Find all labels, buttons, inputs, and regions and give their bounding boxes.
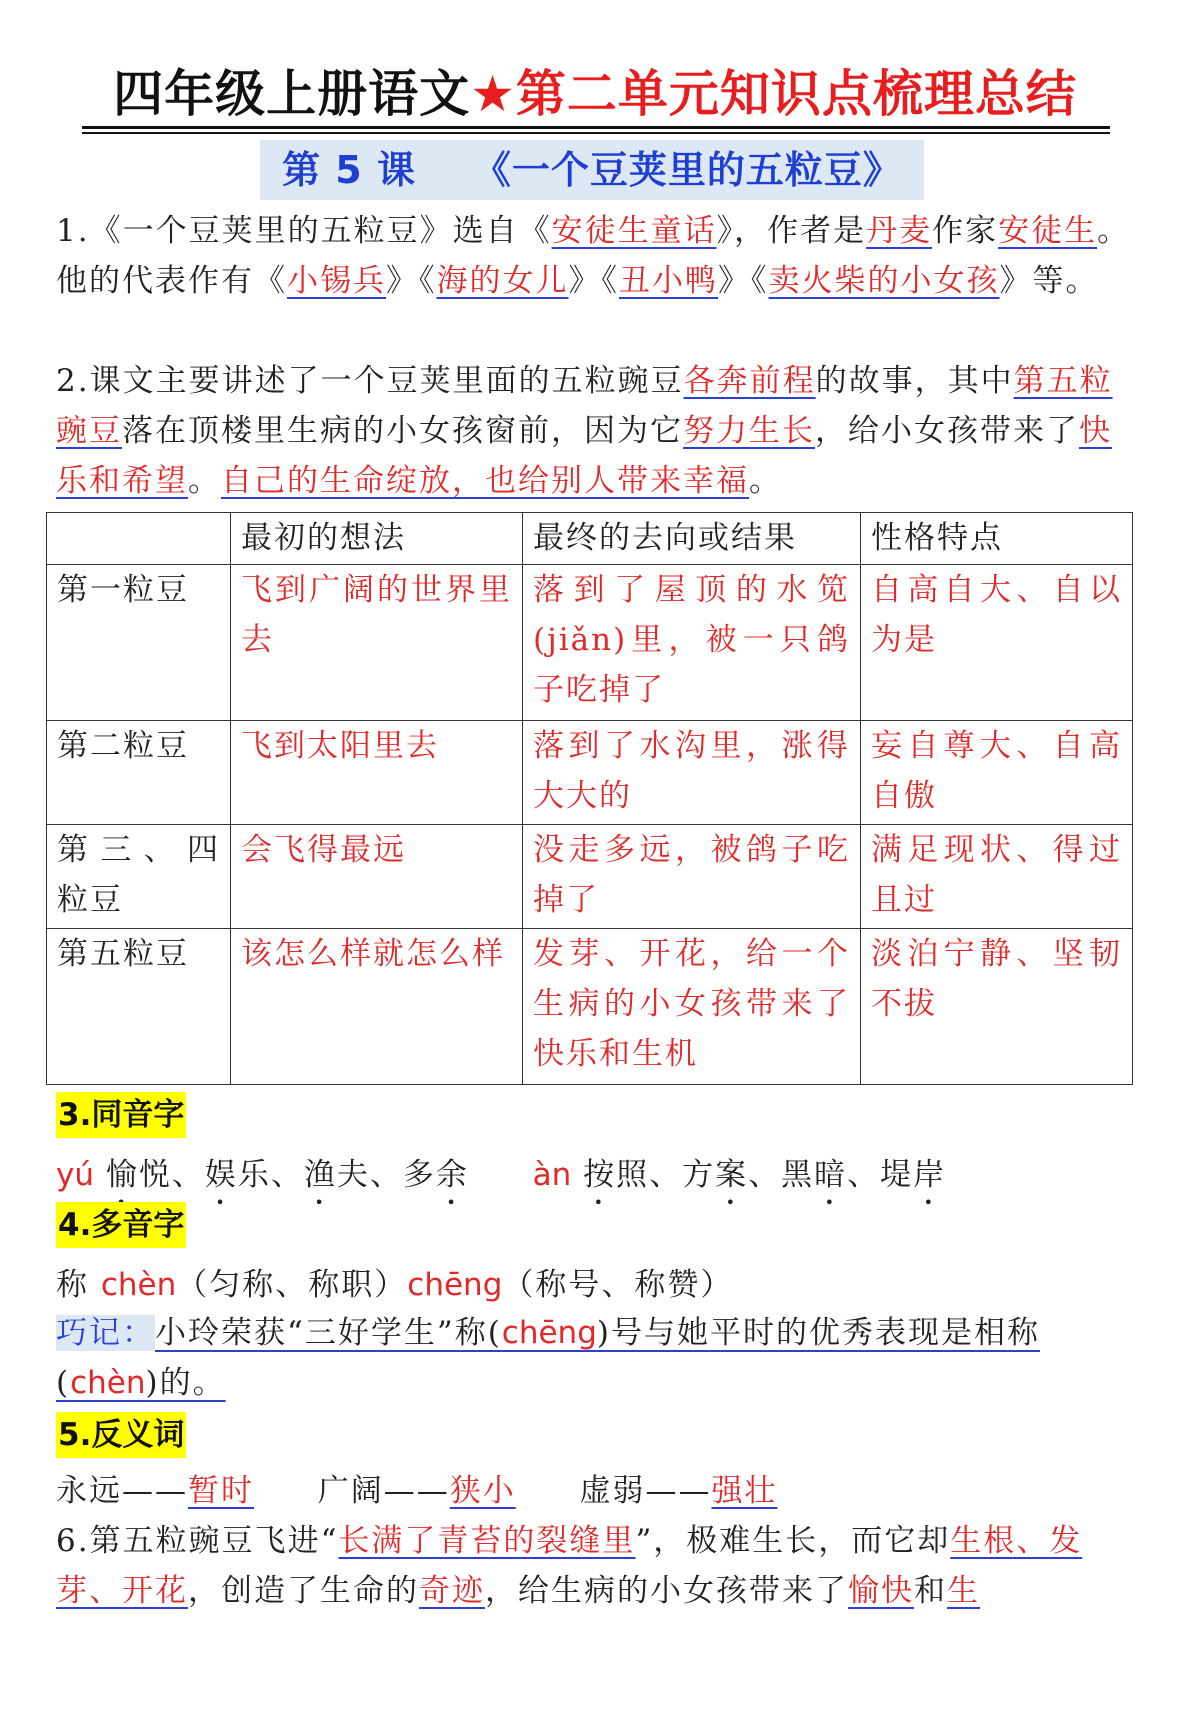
keyword: 努力生长	[683, 413, 815, 449]
table-row	[47, 721, 1133, 825]
text: 落在顶楼里生病的小女孩窗前，因为它	[122, 413, 683, 449]
bean-trait: 淡泊宁静、坚韧不拔	[861, 929, 1133, 1085]
word: 广阔	[317, 1473, 384, 1509]
paragraph-6	[56, 1516, 1134, 1616]
homophone-word	[781, 1157, 880, 1193]
text: 1.《一个豆荚里的五粒豆》选自《	[56, 213, 552, 249]
homophone-word	[106, 1157, 205, 1193]
text: 》等。	[999, 263, 1099, 299]
polyphone-char: 称	[56, 1267, 89, 1303]
pinyin: chēng	[501, 1315, 597, 1351]
antonym: 暂时	[188, 1473, 254, 1509]
table-header-cell: 性格特点	[861, 513, 1133, 565]
text: 小玲荣获“三好学生”称(	[155, 1315, 502, 1351]
memory-tip	[56, 1308, 1134, 1408]
homophones-line	[56, 1150, 1134, 1212]
text: 》《	[386, 263, 437, 299]
title-underline	[82, 126, 1110, 129]
emphasis-char: 岸	[913, 1157, 947, 1193]
bean-label: 第二粒豆	[47, 721, 231, 825]
page-title	[0, 62, 1190, 126]
keyword: 快乐和希望	[56, 413, 1112, 499]
section-heading-antonyms: 5.反义词	[56, 1412, 186, 1458]
bean-label: 第三、四粒豆	[47, 825, 231, 929]
emphasis-char: 愉	[105, 1157, 139, 1193]
table-row	[47, 929, 1133, 1085]
word: 虚弱	[579, 1473, 646, 1509]
text: ，给小女孩带来了	[815, 413, 1079, 449]
keyword: 自己的生命绽放，也给别人带来幸福	[221, 463, 749, 499]
keyword: 丑小鸭	[619, 263, 718, 299]
section-heading-homophones: 3.同音字	[56, 1092, 186, 1138]
bean-result: 落到了水沟里，涨得大大的	[523, 721, 861, 825]
antonym: 强壮	[711, 1473, 778, 1509]
homophone-words	[583, 1157, 946, 1193]
bean-label: 第一粒豆	[47, 565, 231, 721]
bean-result: 落到了屋顶的水笕(jiǎn)里，被一只鸽子吃掉了	[523, 565, 861, 721]
star-icon: ★	[470, 65, 516, 123]
pinyin: chèn	[70, 1365, 146, 1401]
antonym-pair	[579, 1473, 777, 1509]
text: 。	[749, 463, 782, 499]
emphasis-char: 渔	[303, 1157, 337, 1193]
homophone-word	[304, 1157, 403, 1193]
text: 2.课文主要讲述了一个豆荚里面的五粒豌豆	[56, 363, 684, 399]
bean-initial-idea: 飞到太阳里去	[231, 721, 523, 825]
text: 堤	[880, 1157, 914, 1193]
text: 、	[847, 1157, 881, 1193]
antonym: 狭小	[449, 1473, 516, 1509]
text: 黑	[781, 1157, 815, 1193]
text: 乐、	[237, 1157, 304, 1193]
antonyms-line	[56, 1466, 1134, 1516]
table-row	[47, 825, 1133, 929]
section-heading-polyphones: 4.多音字	[56, 1202, 186, 1248]
keyword: 第五粒豌豆	[56, 363, 1113, 449]
text: 。他的代表作有《	[56, 213, 1131, 299]
pinyin: chēng	[407, 1267, 503, 1303]
text: 6.第五粒豌豆飞进“	[56, 1523, 339, 1559]
text: ，创造了生命的	[188, 1573, 419, 1609]
word: 永远	[56, 1473, 122, 1509]
keyword: 丹麦	[866, 213, 933, 249]
emphasis-char: 余	[435, 1157, 469, 1193]
pinyin: àn	[532, 1157, 572, 1193]
text: 的故事，其中	[815, 363, 1014, 399]
lesson-name: 《一个豆荚里的五粒豆》	[472, 148, 902, 192]
title-grade: 四年级上册语文	[113, 65, 471, 123]
bean-trait: 满足现状、得过且过	[861, 825, 1133, 929]
text: 和	[914, 1573, 947, 1609]
keyword: 奇迹	[419, 1573, 485, 1609]
keyword: 安徒生童话	[551, 213, 717, 249]
polyphone-words: （称号、称赞）	[502, 1267, 734, 1303]
tip-label: 巧记：	[56, 1315, 155, 1351]
emphasis-char: 娱	[204, 1157, 238, 1193]
homophone-word	[880, 1157, 946, 1193]
text: 。	[188, 463, 221, 499]
text: ”，极难生长，而它却	[635, 1523, 951, 1559]
paragraph-2	[56, 356, 1134, 506]
keyword: 卖火柴的小女孩	[768, 263, 1000, 299]
paragraph-1	[56, 206, 1134, 306]
antonym-pair	[318, 1473, 516, 1509]
text: 照、	[616, 1157, 683, 1193]
polyphone-line	[56, 1260, 1134, 1310]
lesson-number: 第 5 课	[282, 148, 416, 192]
table-row	[47, 565, 1133, 721]
bean-initial-idea: 飞到广阔的世界里去	[231, 565, 523, 721]
pinyin: chèn	[100, 1267, 177, 1303]
text: 》，作者是	[716, 213, 867, 249]
bean-label: 第五粒豆	[47, 929, 231, 1085]
homophone-word	[205, 1157, 304, 1193]
lesson-heading	[260, 140, 924, 200]
text: 》《	[568, 263, 619, 299]
text: 夫、	[336, 1157, 403, 1193]
keyword: 小锡兵	[287, 263, 386, 299]
emphasis-char: 暗	[814, 1157, 848, 1193]
homophone-word	[682, 1157, 781, 1193]
text: )的。	[145, 1365, 226, 1401]
keyword: 生	[947, 1573, 980, 1609]
bean-trait: 妄自尊大、自高自傲	[861, 721, 1133, 825]
text: 、	[748, 1157, 782, 1193]
keyword: 生根、发芽、开花	[56, 1523, 1083, 1609]
homophone-words	[106, 1157, 481, 1193]
polyphone-words: （匀称、称职）	[176, 1267, 408, 1303]
text: 作家	[932, 213, 999, 249]
keyword: 各奔前程	[683, 363, 816, 399]
keyword: 愉快	[848, 1573, 914, 1609]
table-header-cell	[47, 513, 231, 565]
bean-initial-idea: 该怎么样就怎么样	[231, 929, 523, 1085]
keyword: 安徒生	[998, 213, 1098, 249]
emphasis-char: 按	[583, 1157, 617, 1193]
bean-trait: 自高自大、自以为是	[861, 565, 1133, 721]
bean-result: 没走多远，被鸽子吃掉了	[523, 825, 861, 929]
bean-result: 发芽、开花，给一个生病的小女孩带来了快乐和生机	[523, 929, 861, 1085]
dash: ——	[122, 1473, 188, 1509]
text: 》《	[718, 263, 769, 299]
emphasis-char: 案	[715, 1157, 749, 1193]
keyword: 长满了青苔的裂缝里	[338, 1523, 636, 1559]
table-header-row	[47, 513, 1133, 565]
homophone-word	[403, 1157, 469, 1193]
beans-table	[46, 512, 1133, 1085]
text: 悦、	[138, 1157, 205, 1193]
table-header-cell: 最终的去向或结果	[523, 513, 861, 565]
antonym-pair	[56, 1473, 254, 1509]
pinyin: yú	[56, 1157, 94, 1193]
text: 方	[682, 1157, 716, 1193]
title-unit: 第二单元知识点梳理总结	[515, 65, 1077, 123]
dash: ——	[645, 1473, 712, 1509]
homophone-word	[583, 1157, 682, 1193]
dash: ——	[383, 1473, 450, 1509]
text: ，给生病的小女孩带来了	[485, 1573, 848, 1609]
table-header-cell: 最初的想法	[231, 513, 523, 565]
title-underline-2	[82, 132, 1110, 134]
bean-initial-idea: 会飞得最远	[231, 825, 523, 929]
text: )号与她平时的优秀表现是相称(	[56, 1315, 1040, 1401]
text: 多	[402, 1157, 436, 1193]
tip-text	[56, 1315, 1040, 1401]
keyword: 海的女儿	[436, 263, 569, 299]
